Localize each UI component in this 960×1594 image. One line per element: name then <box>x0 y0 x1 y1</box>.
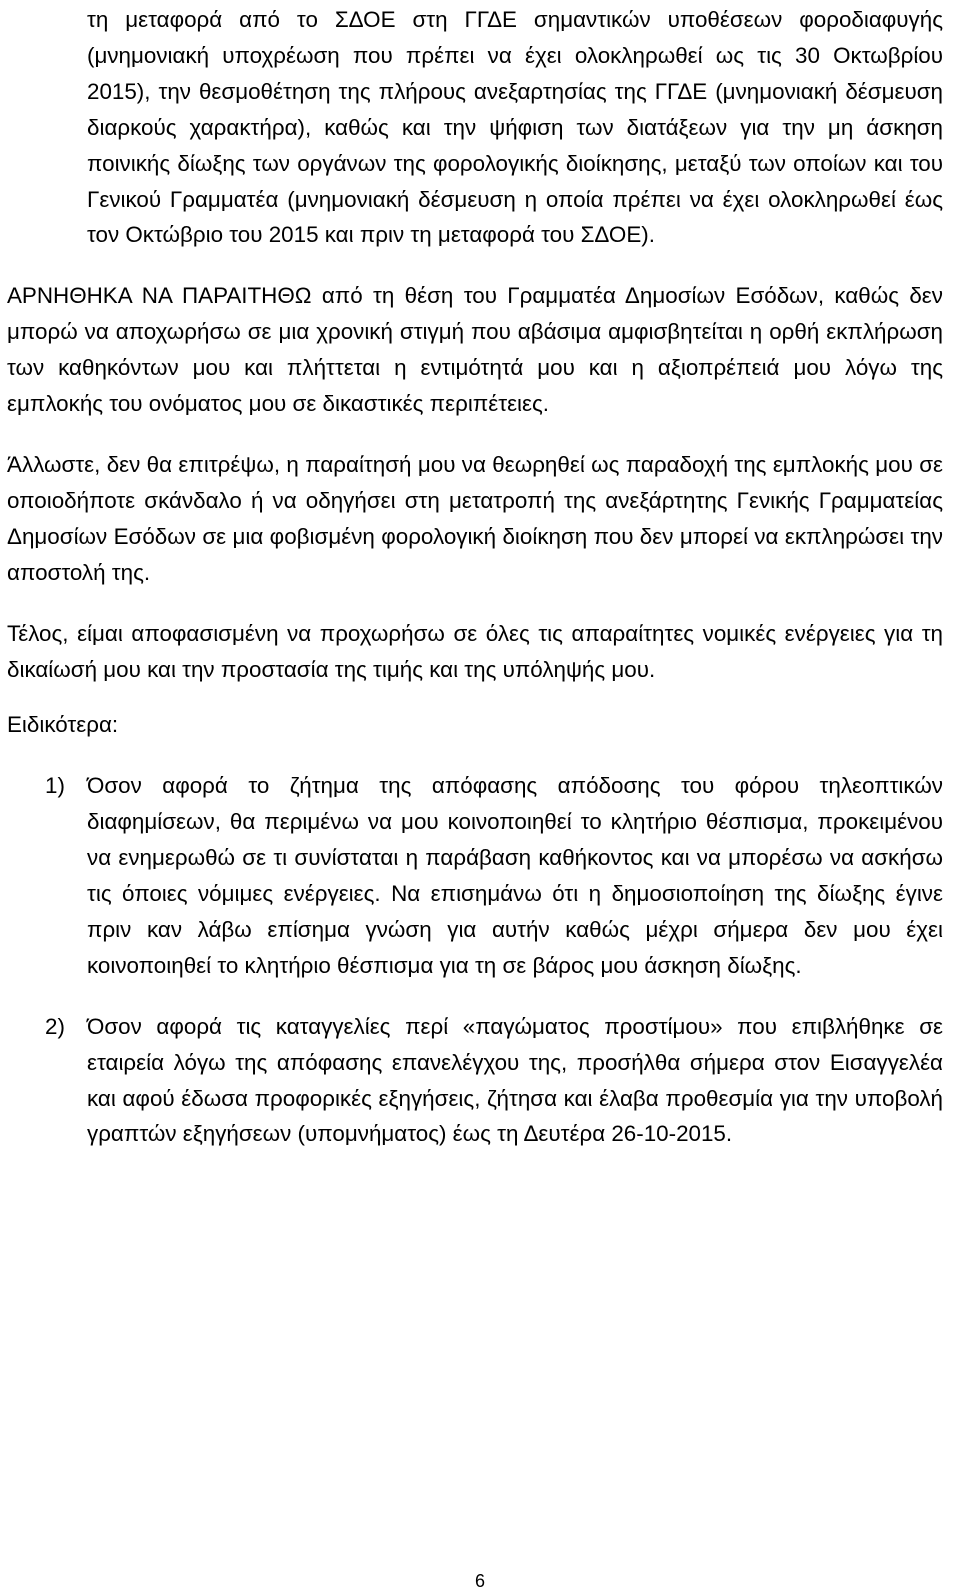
paragraph-continuation: τη μεταφορά από το ΣΔΟΕ στη ΓΓΔΕ σημαντικών υποθέσεων φοροδιαφυγής (μνημονιακή υποχρέωση που πρέπει να έχει ολοκληρωθεί ως τις 30 Οκτωβρίου 2015), την θεσμοθέτηση της πλήρους ανεξαρτησίας της ΓΓΔΕ (μνημονιακή δέσμευση διαρκούς χαρακτήρα), καθώς και την ψήφιση των διατάξεων για την μη άσκηση ποινικής δίωξης των οργάνων της φορολογικής διοίκησης, μεταξύ των οποίων και του Γενικού Γραμματέα (μνημονιακή δέσμευση η οποία πρέπει να έχει ολοκληρωθεί έως τον Οκτώβριο του 2015 και πριν τη μεταφορά του ΣΔΟΕ). <box>87 7 943 248</box>
paragraph-refusal: ΑΡΝΗΘΗΚΑ ΝΑ ΠΑΡΑΙΤΗΘΩ από τη θέση του Γραμματέα Δημοσίων Εσόδων, καθώς δεν μπορώ να αποχωρήσω σε μια χρονική στιγμή που αβάσιμα αμφισβητείται η ορθή εκπλήρωση των καθηκόντων μου και πλήττεται η εντιμότητά μου και η αξιοπρέπειά μου λόγω της εμπλοκής του ονόματος μου σε δικαστικές περιπέτειες. <box>7 283 943 417</box>
paragraph-specifically: Ειδικότερα: <box>7 712 119 738</box>
list-item <box>7 768 943 983</box>
list-item <box>7 1009 943 1153</box>
paragraph-besides: Άλλωστε, δεν θα επιτρέψω, η παραίτησή μου να θεωρηθεί ως παραδοχή της εμπλοκής μου σε οποιοδήποτε σκάνδαλο ή να οδηγήσει στη μετατροπή της ανεξάρτητης Γενικής Γραμματείας Δημοσίων Εσόδων σε μια φοβισμένη φορολογική διοίκηση που δεν μπορεί να εκπληρώσει την αποστολή της. <box>7 451 943 585</box>
list-item-text: Όσον αφορά το ζήτημα της απόφασης απόδοσης του φόρου τηλεοπτικών διαφημίσεων, θα περιμένω να μου κοινοποιηθεί το κλητήριο θέσπισμα, προκειμένου να ενημερωθώ σε τι συνίσταται η παράβαση καθήκοντος και να μπορέσω να ασκήσω τις όποιες νόμιμες ενέργειες. Να επισημάνω ότι η δημοσιοποίηση της δίωξης έγινε πριν καν λάβω επίσημα γνώση για αυτήν καθώς μέχρι σήμερα δεν μου έχει κοινοποιηθεί το κλητήριο θέσπισμα για τη σε βάρος μου άσκηση δίωξης. <box>87 773 943 978</box>
list-item-number: 2) <box>45 1013 65 1039</box>
page-number: 6 <box>474 1571 485 1591</box>
list-item-text: Όσον αφορά τις καταγγελίες περί «παγώματος προστίμου» που επιβλήθηκε σε εταιρεία λόγω της απόφασης επανελέγχου της, προσήλθα σήμερα στον Εισαγγελέα και αφού έδωσα προφορικές εξηγήσεις, ζήτησα και έλαβα προθεσμία για την υποβολή γραπτών εξηγήσεων (υπομνήματος) έως τη Δευτέρα 26-10-2015. <box>87 1013 943 1147</box>
document-body <box>7 0 943 1152</box>
list-item-number: 1) <box>45 773 65 799</box>
paragraph-finally: Τέλος, είμαι αποφασισμένη να προχωρήσω σε όλες τις απαραίτητες νομικές ενέργειες για τη δικαίωσή μου και την προστασία της τιμής και της υπόληψής μου. <box>7 620 943 682</box>
numbered-list <box>7 768 943 1152</box>
